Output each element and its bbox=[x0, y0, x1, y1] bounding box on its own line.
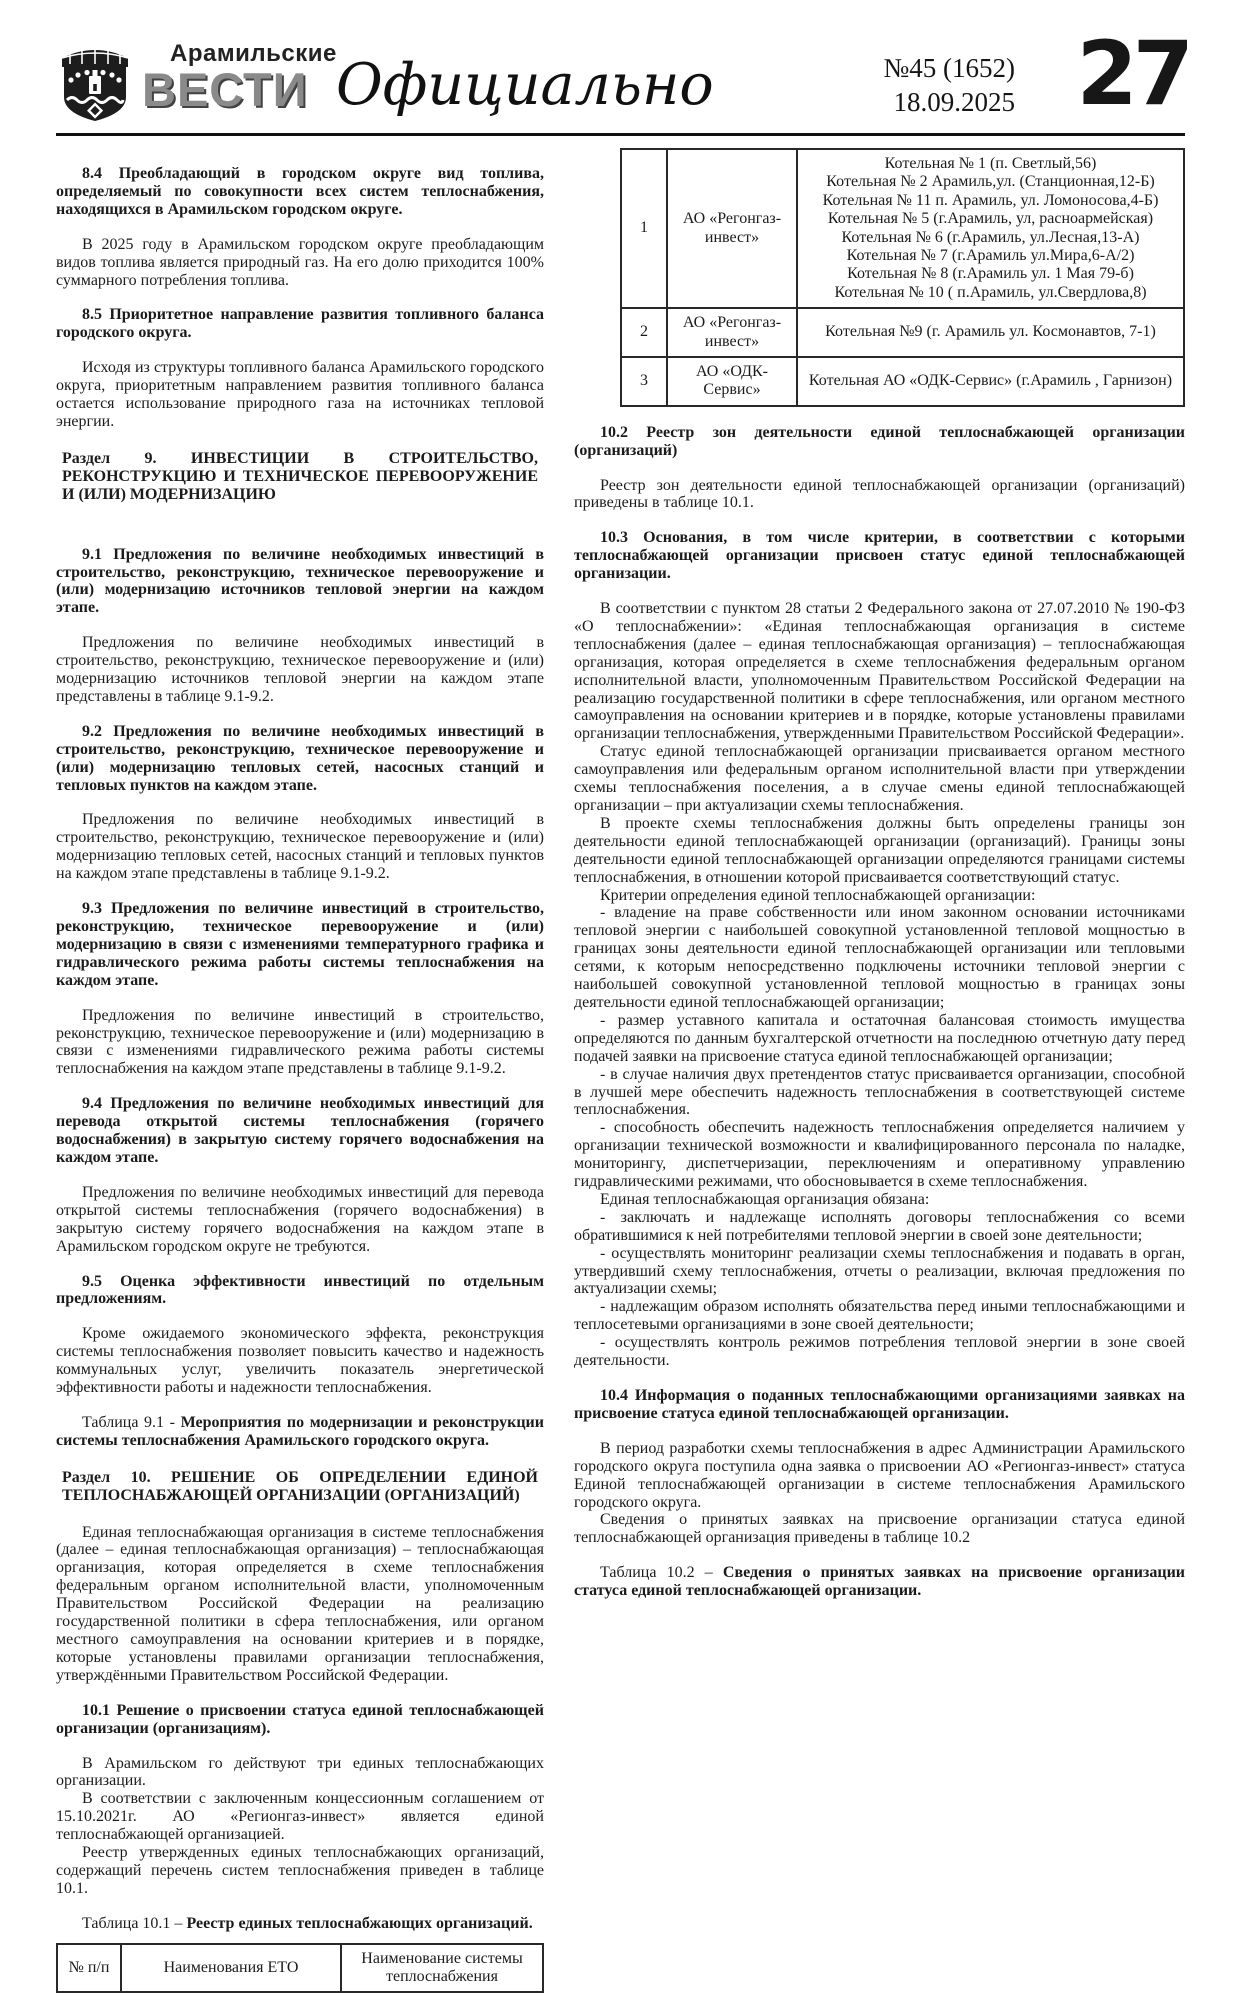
boiler-house-entry: Котельная № 1 (п. Светлый,56) bbox=[884, 155, 1097, 172]
right-column bbox=[574, 148, 1185, 1993]
boiler-house-entry: Котельная № 5 (г.Арамиль, ул, расноармейская) bbox=[827, 210, 1154, 228]
body-paragraph: Предложения по величине необходимых инвестиций в строительство, реконструкцию, техническое перевооружение и (или) модернизацию источников тепловой энергии на каждом этапе представлены в таблице 9.1-9.2. bbox=[56, 634, 544, 705]
body-paragraph: Реестр зон деятельности единой теплоснабжающей организации (организаций) приведены в таблице 10.1. bbox=[574, 476, 1185, 512]
subsection-heading: 10.3 Основания, в том числе критерии, в соответствии с которыми теплоснабжающей организации присвоен статус единой теплоснабжающей организации. bbox=[574, 529, 1185, 583]
left-column bbox=[56, 148, 544, 1993]
table-row bbox=[621, 357, 1184, 406]
rubric-title: Официально bbox=[336, 52, 714, 118]
row-number-cell: 1 bbox=[621, 149, 667, 308]
row-number-cell: 3 bbox=[621, 357, 667, 406]
caption-prefix: Таблица 9.1 - bbox=[82, 1413, 181, 1431]
body-paragraph: - способность обеспечить надежность теплоснабжения определяется наличием у организации технической возможности и квалифицированного персонала по наладке, мониторингу, диспетчеризации, переключениям и оперативному управлению гидравлическими режимами, что обосновывается в схеме теплоснабжения. bbox=[574, 1119, 1185, 1191]
subsection-heading: 9.3 Предложения по величине инвестиций в строительство, реконструкцию, техническое перевооружение и (или) модернизацию в связи с изменениями температурного графика и гидравлического режима работы системы теплоснабжения на каждом этапе. bbox=[56, 900, 544, 989]
boiler-house-entry: Котельная № 6 (г.Арамиль, ул.Лесная,13-А) bbox=[841, 228, 1140, 246]
table-caption bbox=[574, 1564, 1185, 1600]
caption-prefix: Таблица 10.1 – bbox=[82, 1914, 187, 1932]
body-paragraph: В соответствии с заключенным концессионным соглашением от 15.10.2021г. АО «Регионгаз-инвест» является единой теплоснабжающей организацией. bbox=[56, 1790, 544, 1844]
system-name-cell bbox=[797, 357, 1184, 406]
body-paragraph: Критерии определения единой теплоснабжающей организации: bbox=[600, 886, 1036, 904]
body-paragraph: - осуществлять мониторинг реализации схемы теплоснабжения и подавать в орган, утвердивший схему теплоснабжения, отчеты о реализации, включая предложения по актуализации схемы; bbox=[574, 1244, 1185, 1298]
subsection-heading: 8.4 Преобладающий в городском округе вид топлива, определяемый по совокупности всех систем теплоснабжения, находящихся в Арамильском городском округе. bbox=[56, 165, 544, 218]
boiler-house-entry: Котельная № 11 п. Арамиль, ул. Ломоносова,4-Б) bbox=[822, 191, 1159, 209]
body-paragraph: - размер уставного капитала и остаточная балансовая стоимость имущества определяются по данным бухгалтерской отчетности на последнюю отчетную дату перед подачей заявки на присвоение статуса единой теплоснабжающей организации; bbox=[574, 1011, 1185, 1065]
page-number: 27 bbox=[1076, 22, 1189, 125]
coat-of-arms-icon bbox=[56, 40, 134, 124]
masthead-name-bottom: ВЕСТИ bbox=[142, 63, 308, 116]
body-paragraph: В соответствии с пунктом 28 статьи 2 Федерального закона от 27.07.2010 № 190-ФЗ «О теплоснабжении»: «Единая теплоснабжающая организация в системе теплоснабжения (далее – единая теплоснабжающая организация) – теплоснабжающая организация, которая определяется в схеме теплоснабжения федеральным органом исполнительной власти, уполномоченным Правительством Российской Федерации на реализацию государственной политики в сфере теплоснабжения, или органом местного самоуправления на основании критериев и в порядке, которые установлены правилами организации теплоснабжения, утвержденными Правительством Российской Федерации». bbox=[574, 600, 1185, 743]
body-paragraph: - осуществлять контроль режимов потребления тепловой энергии в зоне своей деятельности. bbox=[574, 1334, 1185, 1370]
issue-date: 18.09.2025 bbox=[893, 86, 1015, 117]
caption-title: Мероприятия по модернизации и реконструкции системы теплоснабжения Арамильского городского округа. bbox=[56, 1413, 544, 1449]
eto-name-cell: АО «Регонгаз-инвест» bbox=[667, 149, 797, 308]
boiler-house-entry: Котельная №9 (г. Арамиль ул. Космонавтов, 7-1) bbox=[825, 323, 1156, 341]
masthead-name-top: Арамильские bbox=[170, 40, 337, 67]
caption-title: Сведения о принятых заявках на присвоение организации статуса единой теплоснабжающей организации. bbox=[574, 1564, 1185, 1600]
body-paragraph: - надлежащим образом исполнять обязательства перед иными теплоснабжающими и теплосетевыми организациями в зоне своей деятельности; bbox=[574, 1298, 1185, 1334]
subsection-heading: 10.2 Реестр зон деятельности единой теплоснабжающей организации (организаций) bbox=[574, 423, 1185, 459]
subsection-heading: 9.5 Оценка эффективности инвестиций по отдельным предложениям. bbox=[56, 1272, 544, 1308]
subsection-heading: 10.1 Решение о присвоении статуса единой теплоснабжающей организации (организациям). bbox=[56, 1701, 544, 1737]
subsection-heading: 8.5 Приоритетное направление развития топливного баланса городского округа. bbox=[56, 306, 544, 342]
page-header bbox=[56, 22, 1189, 136]
table-header-row bbox=[57, 1944, 543, 1993]
boiler-house-entry: Котельная № 8 (г.Арамиль ул. 1 Мая 79-б) bbox=[847, 265, 1134, 283]
body-paragraph: В Арамильском го действуют три единых теплоснабжающих организации. bbox=[56, 1754, 544, 1790]
table-caption bbox=[56, 1915, 544, 1933]
body-paragraph: Предложения по величине необходимых инвестиций в строительство, реконструкцию, техническое перевооружение и (или) модернизацию тепловых сетей, насосных станций и тепловых пунктов на каждом этапе представлены в таблице 9.1-9.2. bbox=[56, 811, 544, 883]
subsection-heading: 9.4 Предложения по величине необходимых инвестиций для перевода открытой системы теплоснабжения (горячего водоснабжения) в закрытую систему горячего водоснабжения на каждом этапе. bbox=[56, 1095, 544, 1166]
eto-registry-table-header bbox=[56, 1943, 544, 1994]
system-name-cell bbox=[797, 149, 1184, 308]
table-row bbox=[621, 149, 1184, 308]
caption-title: Реестр единых теплоснабжающих организаций. bbox=[186, 1914, 533, 1932]
body-paragraph: Реестр утвержденных единых теплоснабжающих организаций, содержащий перечень систем теплоснабжения приведен в таблице 10.1. bbox=[56, 1844, 544, 1897]
masthead bbox=[56, 40, 337, 124]
body-paragraph: Предложения по величине инвестиций в строительство, реконструкцию, техническое перевооружение и (или) модернизацию в связи с изменениями гидравлического режима работы системы теплоснабжения на каждом этапе представлены в таблице 9.1-9.2. bbox=[56, 1006, 544, 1078]
body-paragraph: - владение на праве собственности или ином законном основании источниками тепловой энергии с наибольшей совокупной установленной тепловой мощностью в границах зоны деятельности единой теплоснабжающей организации или тепловыми сетями, к которым непосредственно подключены источники тепловой энергии с наибольшей совокупной установленной тепловой мощностью в границах зоны деятельности единой теплоснабжающей организации; bbox=[574, 904, 1185, 1011]
body-paragraph: Единая теплоснабжающая организация в системе теплоснабжения (далее – единая теплоснабжающая организация) – теплоснабжающая организация, которая определяется в схеме теплоснабжения федеральным органом исполнительной власти, уполномоченным Правительством Российской Федерации на реализацию государственной политики в сфера теплоснабжения, или органом местного самоуправления на основании критериев и в порядке, которые установлены правилами организации теплоснабжения, утверждёнными Правительством Российской Федерации. bbox=[56, 1523, 544, 1684]
body-paragraph: Сведения о принятых заявках на присвоение организации статуса единой теплоснабжающей организация приведены в таблице 10.2 bbox=[574, 1511, 1185, 1547]
body-paragraph: Предложения по величине необходимых инвестиций для перевода открытой системы теплоснабжения (горячего водоснабжения) в закрытую систему горячего водоснабжения на каждом этапе в Арамильском городском округе не требуются. bbox=[56, 1183, 544, 1255]
eto-name-cell: АО «ОДК-Сервис» bbox=[667, 357, 797, 406]
eto-registry-table bbox=[620, 148, 1185, 407]
body-paragraph: В период разработки схемы теплоснабжения в адрес Администрации Арамильского городского округа поступила одна заявка о присвоении АО «Регионгаз-инвест» статуса Единой теплоснабжающей организации в системе теплоснабжения Арамильского городского округа. bbox=[574, 1439, 1185, 1511]
subsection-heading: 9.2 Предложения по величине необходимых инвестиций в строительство, реконструкцию, техническое перевооружение и (или) модернизацию тепловых сетей, насосных станций и тепловых пунктов на каждом этапе. bbox=[56, 722, 544, 794]
system-name-cell bbox=[797, 308, 1184, 357]
article-body bbox=[56, 136, 1185, 1993]
masthead-text bbox=[142, 40, 337, 116]
subsection-heading: 9.1 Предложения по величине необходимых инвестиций в строительство, реконструкцию, техническое перевооружение и (или) модернизацию источников тепловой энергии на каждом этапе. bbox=[56, 545, 544, 617]
boiler-house-entry: Котельная № 7 (г.Арамиль ул.Мира,6-А/2) bbox=[846, 246, 1135, 264]
section-heading: Раздел 9. ИНВЕСТИЦИИ В СТРОИТЕЛЬСТВО, РЕКОНСТРУКЦИЮ И ТЕХНИЧЕСКОЕ ПЕРЕВООРУЖЕНИЕ И (ИЛИ) МОДЕРНИЗАЦИЮ bbox=[62, 449, 538, 503]
boiler-house-entry: Котельная АО «ОДК-Сервис» (г.Арамиль , Гарнизон) bbox=[808, 372, 1173, 390]
body-paragraph: Единая теплоснабжающая организация обязана: bbox=[600, 1190, 930, 1208]
table-caption bbox=[56, 1414, 544, 1450]
issue-info bbox=[884, 52, 1016, 120]
issue-number: №45 (1652) bbox=[883, 53, 1015, 83]
body-paragraph: - заключать и надлежаще исполнять договоры теплоснабжения со всеми обратившимися к ней потребителями тепловой энергии в своей зоне деятельности; bbox=[574, 1208, 1185, 1244]
row-number-cell: 2 bbox=[621, 308, 667, 357]
column-header: Наименования ЕТО bbox=[121, 1944, 341, 1993]
boiler-house-entry: Котельная № 10 ( п.Арамиль, ул.Свердлова,8) bbox=[834, 283, 1147, 301]
boiler-house-entry: Котельная № 2 Арамиль,ул. (Станционная,12-Б) bbox=[826, 173, 1155, 191]
subsection-heading: 10.4 Информация о поданных теплоснабжающими организациями заявках на присвоение статуса единой теплоснабжающей организации. bbox=[574, 1387, 1185, 1422]
table-row bbox=[621, 308, 1184, 357]
caption-prefix: Таблица 10.2 – bbox=[600, 1564, 723, 1582]
body-paragraph: В проекте схемы теплоснабжения должны быть определены границы зон деятельности единой теплоснабжающей организации (организаций). Границы зоны деятельности единой теплоснабжающей организации определяются границами системы теплоснабжения, в отношении которой присваивается соответствующий статус. bbox=[574, 814, 1185, 886]
body-paragraph: Статус единой теплоснабжающей организации присваивается органом местного самоуправления или федеральным органом исполнительной власти при утверждении схемы теплоснабжения поселения, а в случае смены единой теплоснабжающей организации – при актуализации схемы теплоснабжения. bbox=[574, 743, 1185, 814]
column-header: № п/п bbox=[57, 1944, 121, 1993]
eto-name-cell: АО «Регонгаз-инвест» bbox=[667, 308, 797, 357]
body-paragraph: В 2025 году в Арамильском городском округе преобладающим видов топлива является природный газ. На его долю приходится 100% суммарного потребления топлива. bbox=[56, 235, 544, 289]
body-paragraph: - в случае наличия двух претендентов статус присваивается организации, способной в лучшей мере обеспечить надежность теплоснабжения в соответствующей системе теплоснабжения. bbox=[574, 1065, 1185, 1119]
column-header: Наименование системы теплоснабжения bbox=[341, 1944, 543, 1993]
section-heading: Раздел 10. РЕШЕНИЕ ОБ ОПРЕДЕЛЕНИИ ЕДИНОЙ ТЕПЛОСНАБЖАЮЩЕЙ ОРГАНИЗАЦИИ (ОРГАНИЗАЦИЙ) bbox=[62, 1468, 538, 1504]
body-paragraph: Кроме ожидаемого экономического эффекта, реконструкция системы теплоснабжения позволяет повысить качество и надежность коммунальных услуг, увеличить показатель энергетической эффективности работы и надежности теплоснабжения. bbox=[56, 1325, 544, 1397]
body-paragraph: Исходя из структуры топливного баланса Арамильского городского округа, приоритетным направлением развития топливного баланса остается использование природного газа на источниках тепловой энергии. bbox=[56, 359, 544, 430]
